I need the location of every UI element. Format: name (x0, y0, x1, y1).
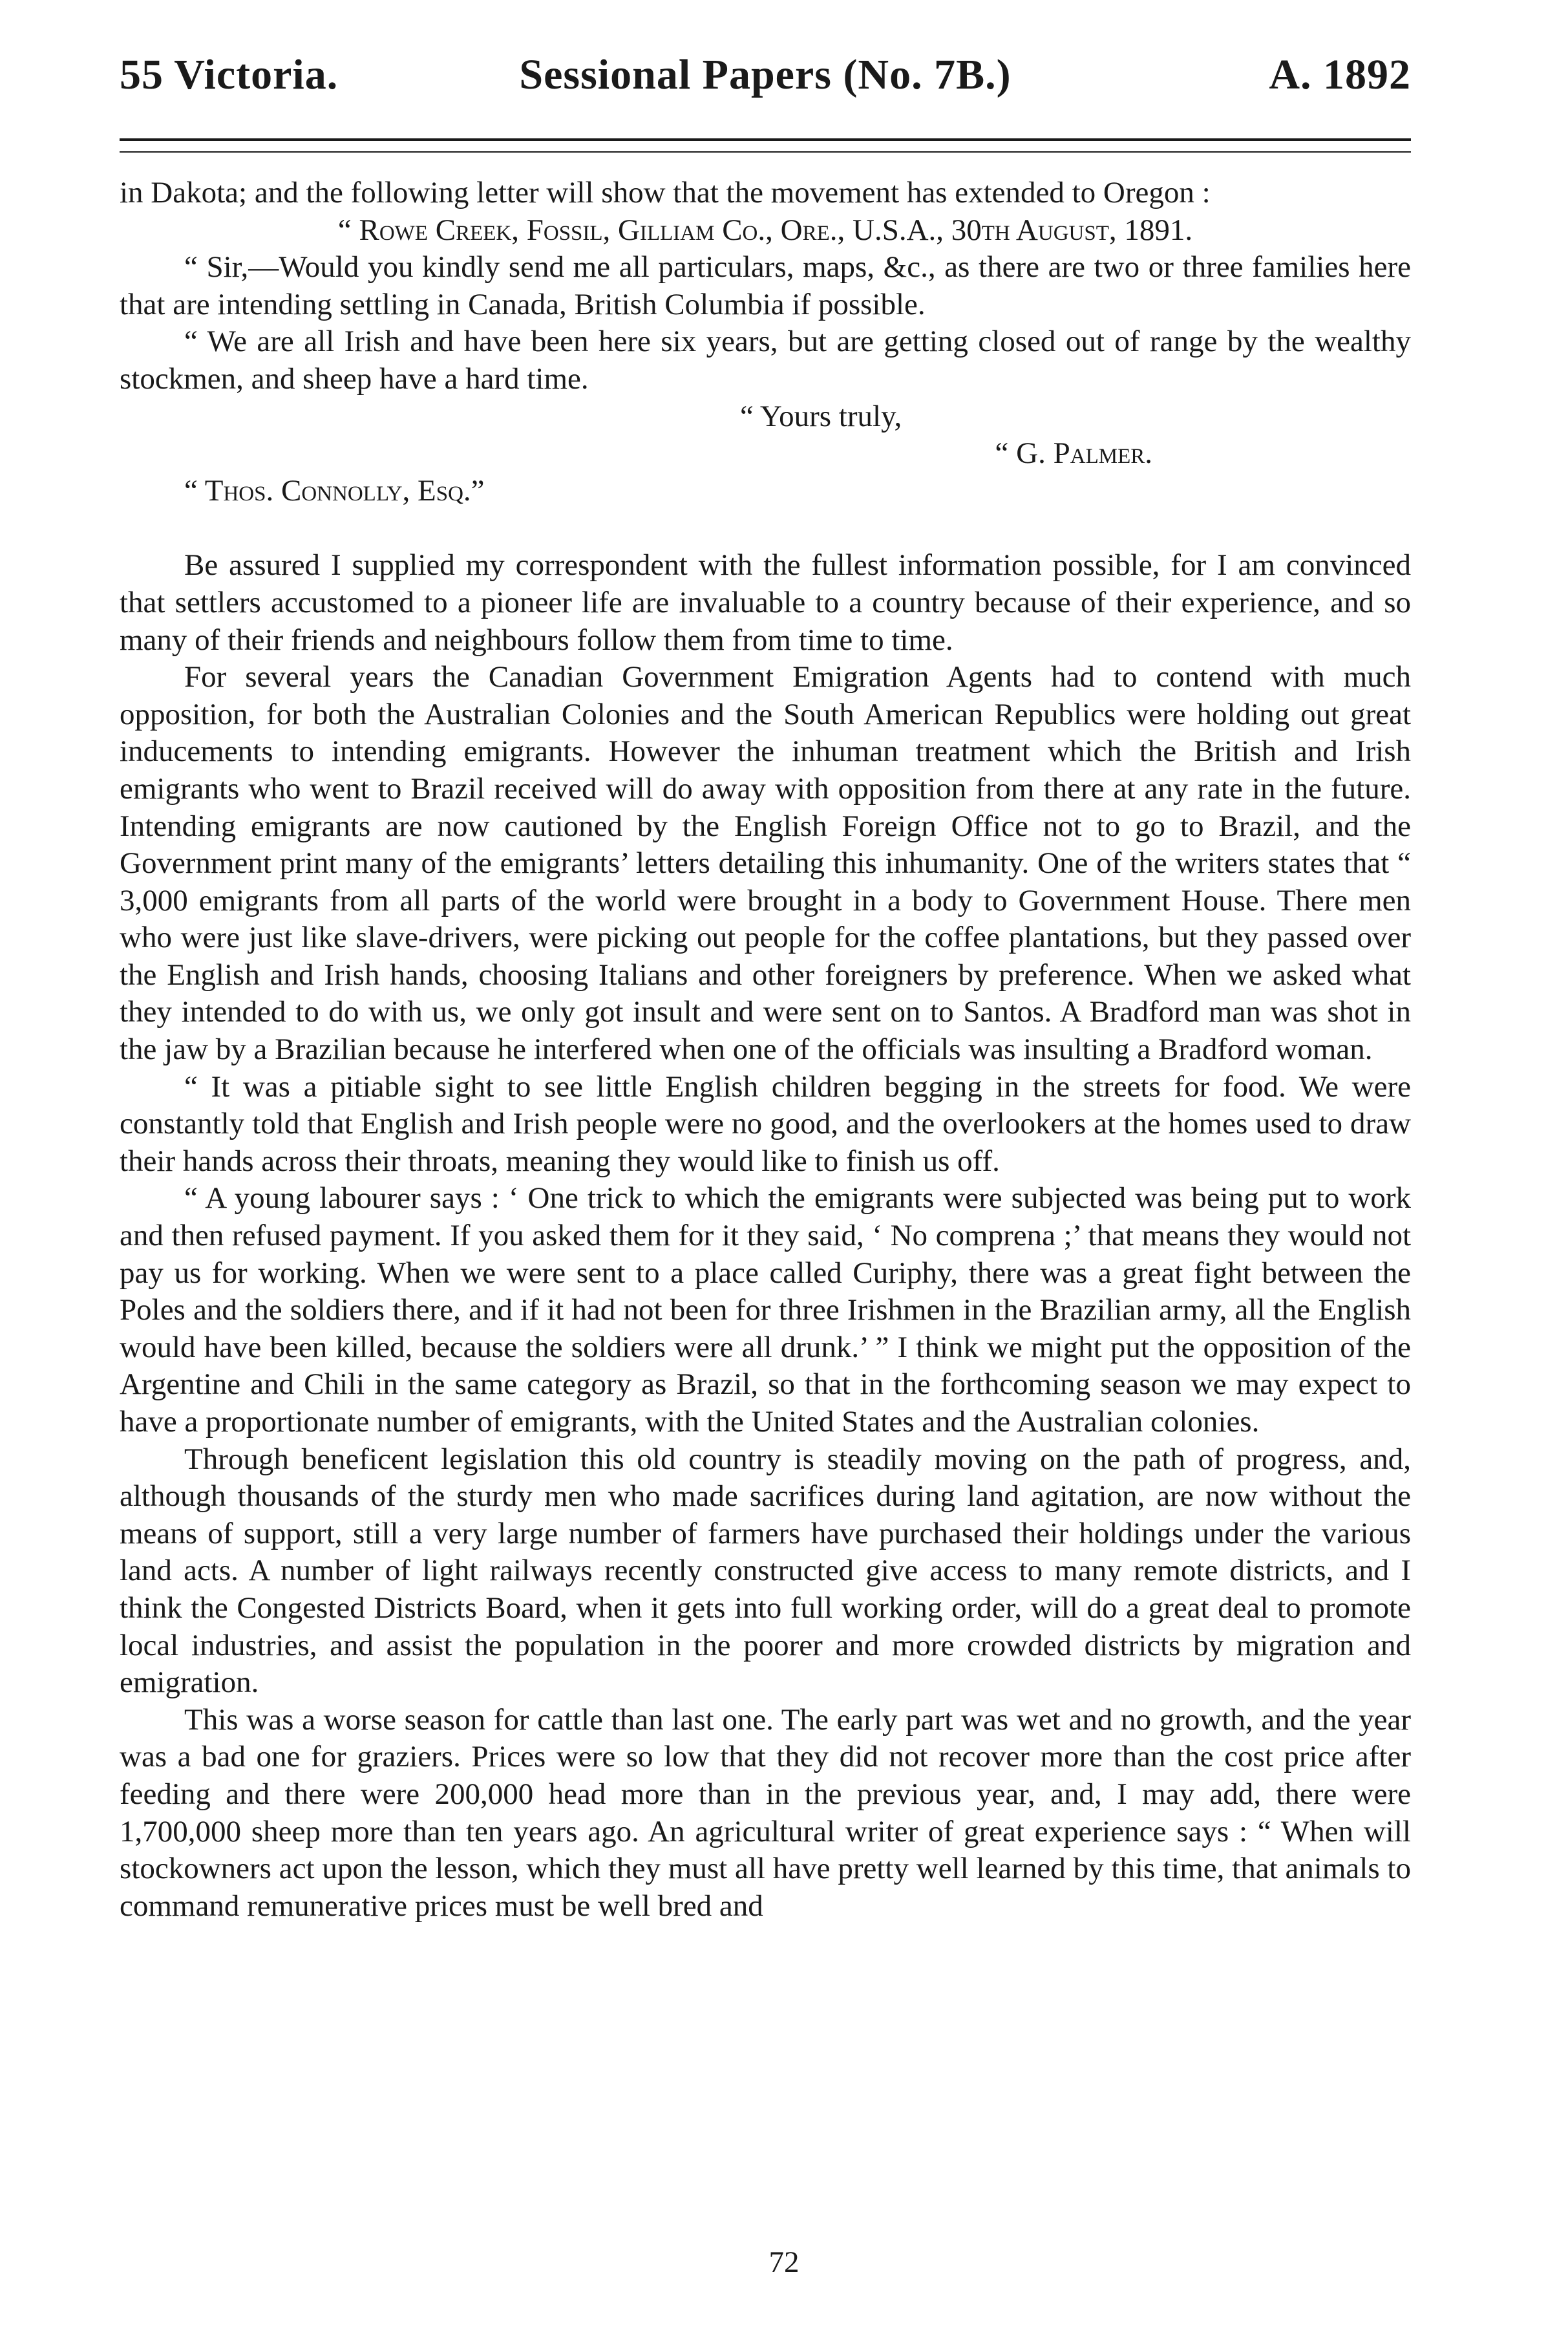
header-volume: 55 Victoria. (120, 51, 339, 98)
paragraph-gap (120, 509, 1411, 547)
running-header (120, 50, 1411, 115)
header-rule-thick (120, 138, 1411, 141)
header-title: Sessional Papers (No. 7B.) (519, 51, 1012, 98)
paragraph-young-labourer: “ A young labourer says : ‘ One trick to which the emigrants were subjected was being put to work and then refused payment. If you asked them for it they said, ‘ No comprena ;’ that means they would not pay us for working. When we were sent to a place called Curiphy, there was a great fight between the Poles and the soldiers there, and if it had not been for three Irishmen in the Brazilian army, all the English would have been killed, because the soldiers were all drunk.’ ” I think we might put the opposition of the Argentine and Chili in the same category as Brazil, so that in the forthcoming season we may expect to have a proportionate number of emigrants, with the United States and the Australian colonies. (120, 1181, 1411, 1439)
paragraph-legislation: Through beneficent legislation this old country is steadily moving on the path of progress, and, although thousands of the sturdy men who made sacrifices during land agitation, are now without the means of support, still a very large number of farmers have purchased their holdings under the various land acts. A number of light railways recently constructed give access to many remote districts, and I think the Congested Districts Board, when it gets into full working order, will do a great deal to promote local industries, and assist the population in the poorer and more crowded districts by migration and emigration. (120, 1442, 1411, 1700)
letter-signature: “ G. Palmer. (995, 436, 1152, 471)
letter-recipient: “ Thos. Connolly, Esq.” (184, 473, 485, 508)
letter-paragraph-1: “ Sir,—Would you kindly send me all particulars, maps, &c., as there are two or three families here that are intending settling in Canada, British Columbia if possible. (120, 250, 1411, 321)
paragraph-assured: Be assured I supplied my correspondent with the fullest information possible, for I am convinced that settlers accustomed to a pioneer life are invaluable to a country because of their experience, and so many of their friends and neighbours follow them from time to time. (120, 548, 1411, 657)
paragraph-cattle-season: This was a worse season for cattle than last one. The early part was wet and no growth, and the year was a bad one for graziers. Prices were so low that they did not recover more than the cost price after feeding and there were 200,000 head more than in the previous year, and, I may add, there were 1,700,000 sheep more than ten years ago. An agricultural writer of great experience says : “ When will stockowners act upon the lesson, which they must all have pretty well learned by this time, that animals to command remunerative prices must be well bred and (120, 1702, 1411, 1923)
page-number: 72 (768, 2245, 800, 2279)
paragraph-pitiable-sight: “ It was a pitiable sight to see little English children begging in the streets for food. We were constantly told that English and Irish people were no good, and the overlookers at the homes used to draw their hands across their throats, meaning they would like to finish us off. (120, 1069, 1411, 1178)
header-rule-thin (120, 151, 1411, 153)
letter-address: “ Rowe Creek, Fossil, Gilliam Co., Ore., U.S.A., 30th August, 1891. (337, 213, 1193, 247)
letter-paragraph-2: “ We are all Irish and have been here six years, but are getting closed out of range by the wealthy stockmen, and sheep have a hard time. (120, 325, 1411, 396)
letter-closing: “ Yours truly, (740, 399, 902, 433)
body-text (120, 175, 1411, 1925)
paragraph-emigration-agents: For several years the Canadian Government Emigration Agents had to contend with much opposition, for both the Australian Colonies and the South American Republics were holding out great inducements to intending emigrants. However the inhuman treatment which the British and Irish emigrants who went to Brazil received will do away with opposition from there at any rate in the future. Intending emigrants are now cautioned by the English Foreign Office not to go to Brazil, and the Government print many of the emigrants’ letters detailing this inhumanity. One of the writers states that “ 3,000 emigrants from all parts of the world were brought in a body to Government House. There men who were just like slave-drivers, were picking out people for the coffee plantations, but they passed over the English and Irish hands, choosing Italians and other foreigners by preference. When we asked what they intended to do with us, we only got insult and were sent on to Santos. A Bradford man was shot in the jaw by a Brazilian because he interfered when one of the officials was insulting a Bradford woman. (120, 660, 1411, 1067)
paragraph-dakota: in Dakota; and the following letter will show that the movement has extended to Oregon : (120, 176, 1211, 209)
header-year: A. 1892 (1269, 51, 1411, 98)
